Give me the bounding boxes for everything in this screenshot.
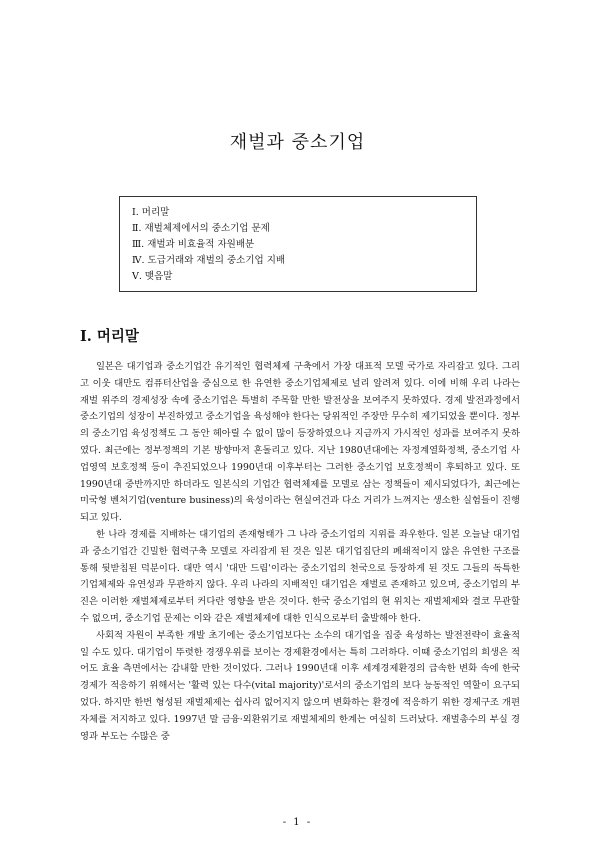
document-title: 재벌과 중소기업 <box>229 132 366 153</box>
toc-item: Ⅴ. 맺음말 <box>132 271 173 282</box>
section-heading: Ⅰ. 머리말 <box>80 328 139 345</box>
page-number: - 1 - <box>282 817 313 828</box>
paragraph: 일본은 대기업과 중소기업간 유기적인 협력체제 구축에서 가장 대표적 모델 국가로 자리잡고 있다. 그리고 이웃 대만도 컴퓨터산업을 중심으로 한 유연한 중소기업체제로 널리 알려져 있다. 이에 비해 우리 나라는 재벌 위주의 경제성장 속에 중소기업은 특별히 주목할 만한 발전상을 보여주지 못하였다. 경제 발전과정에서 중소기업의 성장이 부진하였고 중소기업을 육성해야 한다는 당위적인 주장만 무수히 제기되었을 뿐이다. 정부의 중소기업 육성정책도 그 동안 헤아릴 수 없이 많이 등장하였으나 지금까지 가시적인 성과를 보여주지 못하였다. 최근에는 정부정책의 기본 방향마저 혼돌리고 있다. 지난 1980년대에는 자정계열화정책, 중소기업 사업영역 보호정책 등이 추진되었으나 1990년대 이후부터는 그러한 중소기업 보호정책이 후퇴하고 있다. 또 1990년대 중반까지만 하더라도 일본식의 기업간 협력체제를 모델로 삼는 정책들이 제시되었다가, 최근에는 미국형 벤처기업(venture business)의 육성이라는 현실여건과 다소 거리가 느껴지는 생소한 실험들이 진행되고 있다. <box>80 361 520 524</box>
body-text <box>80 359 520 745</box>
toc-item: Ⅲ. 재벌과 비효율적 자원배분 <box>132 239 255 250</box>
paragraph: 사회적 자원이 부족한 개발 초기에는 중소기업보다는 소수의 대기업을 집중 육성하는 발전전략이 효율적일 수도 있다. 대기업이 뚜렷한 경쟁우위를 보이는 경제환경에서는 특히 그러하다. 이때 중소기업의 희생은 적어도 효율 측면에서는 감내할 만한 것이었다. 그러나 1990년대 이후 세계경제환경의 급속한 변화 속에 한국 경제가 적응하기 위해서는 '활력 있는 다수(vital majority)'로서의 중소기업의 보다 능동적인 역할이 요구되었다. 하지만 한번 형성된 재벌체제는 쉽사리 없어지지 않으며 변화하는 환경에 적응하기 위한 경제구조 개편 자체를 저지하고 있다. 1997년 말 금융·외환위기로 재벌체제의 한계는 여실히 드러났다. 재벌총수의 부실 경영과 부도는 수많은 중 <box>80 629 520 742</box>
paragraph: 한 나라 경제를 지배하는 대기업의 존재형태가 그 나라 중소기업의 지위를 좌우한다. 일본 오늘날 대기업과 중소기업간 긴밀한 협력구축 모델로 자리잡게 된 것은 일본 대기업집단의 폐쇄적이지 않은 유연한 구조를 통해 뒷받침된 덕분이다. 대만 역시 '대만 드림'이라는 중소기업의 천국으로 등장하게 된 것도 그들의 독특한 기업체제와 유연성과 무관하지 않다. 우리 나라의 지배적인 대기업은 재벌로 존재하고 있으며, 중소기업의 부진은 이러한 재벌체제로부터 커다란 영향을 받은 것이다. 한국 중소기업의 현 위치는 재벌체제와 결코 무관할 수 없으며, 중소기업 문제는 이와 같은 재벌체제에 대한 인식으로부터 출발해야 한다. <box>80 528 520 624</box>
toc-item: Ⅱ. 재벌체제에서의 중소기업 문제 <box>132 223 270 234</box>
toc-item: Ⅳ. 도급거래와 재벌의 중소기업 지배 <box>132 255 286 266</box>
toc-item: Ⅰ. 머리말 <box>132 207 170 218</box>
table-of-contents <box>119 196 477 292</box>
